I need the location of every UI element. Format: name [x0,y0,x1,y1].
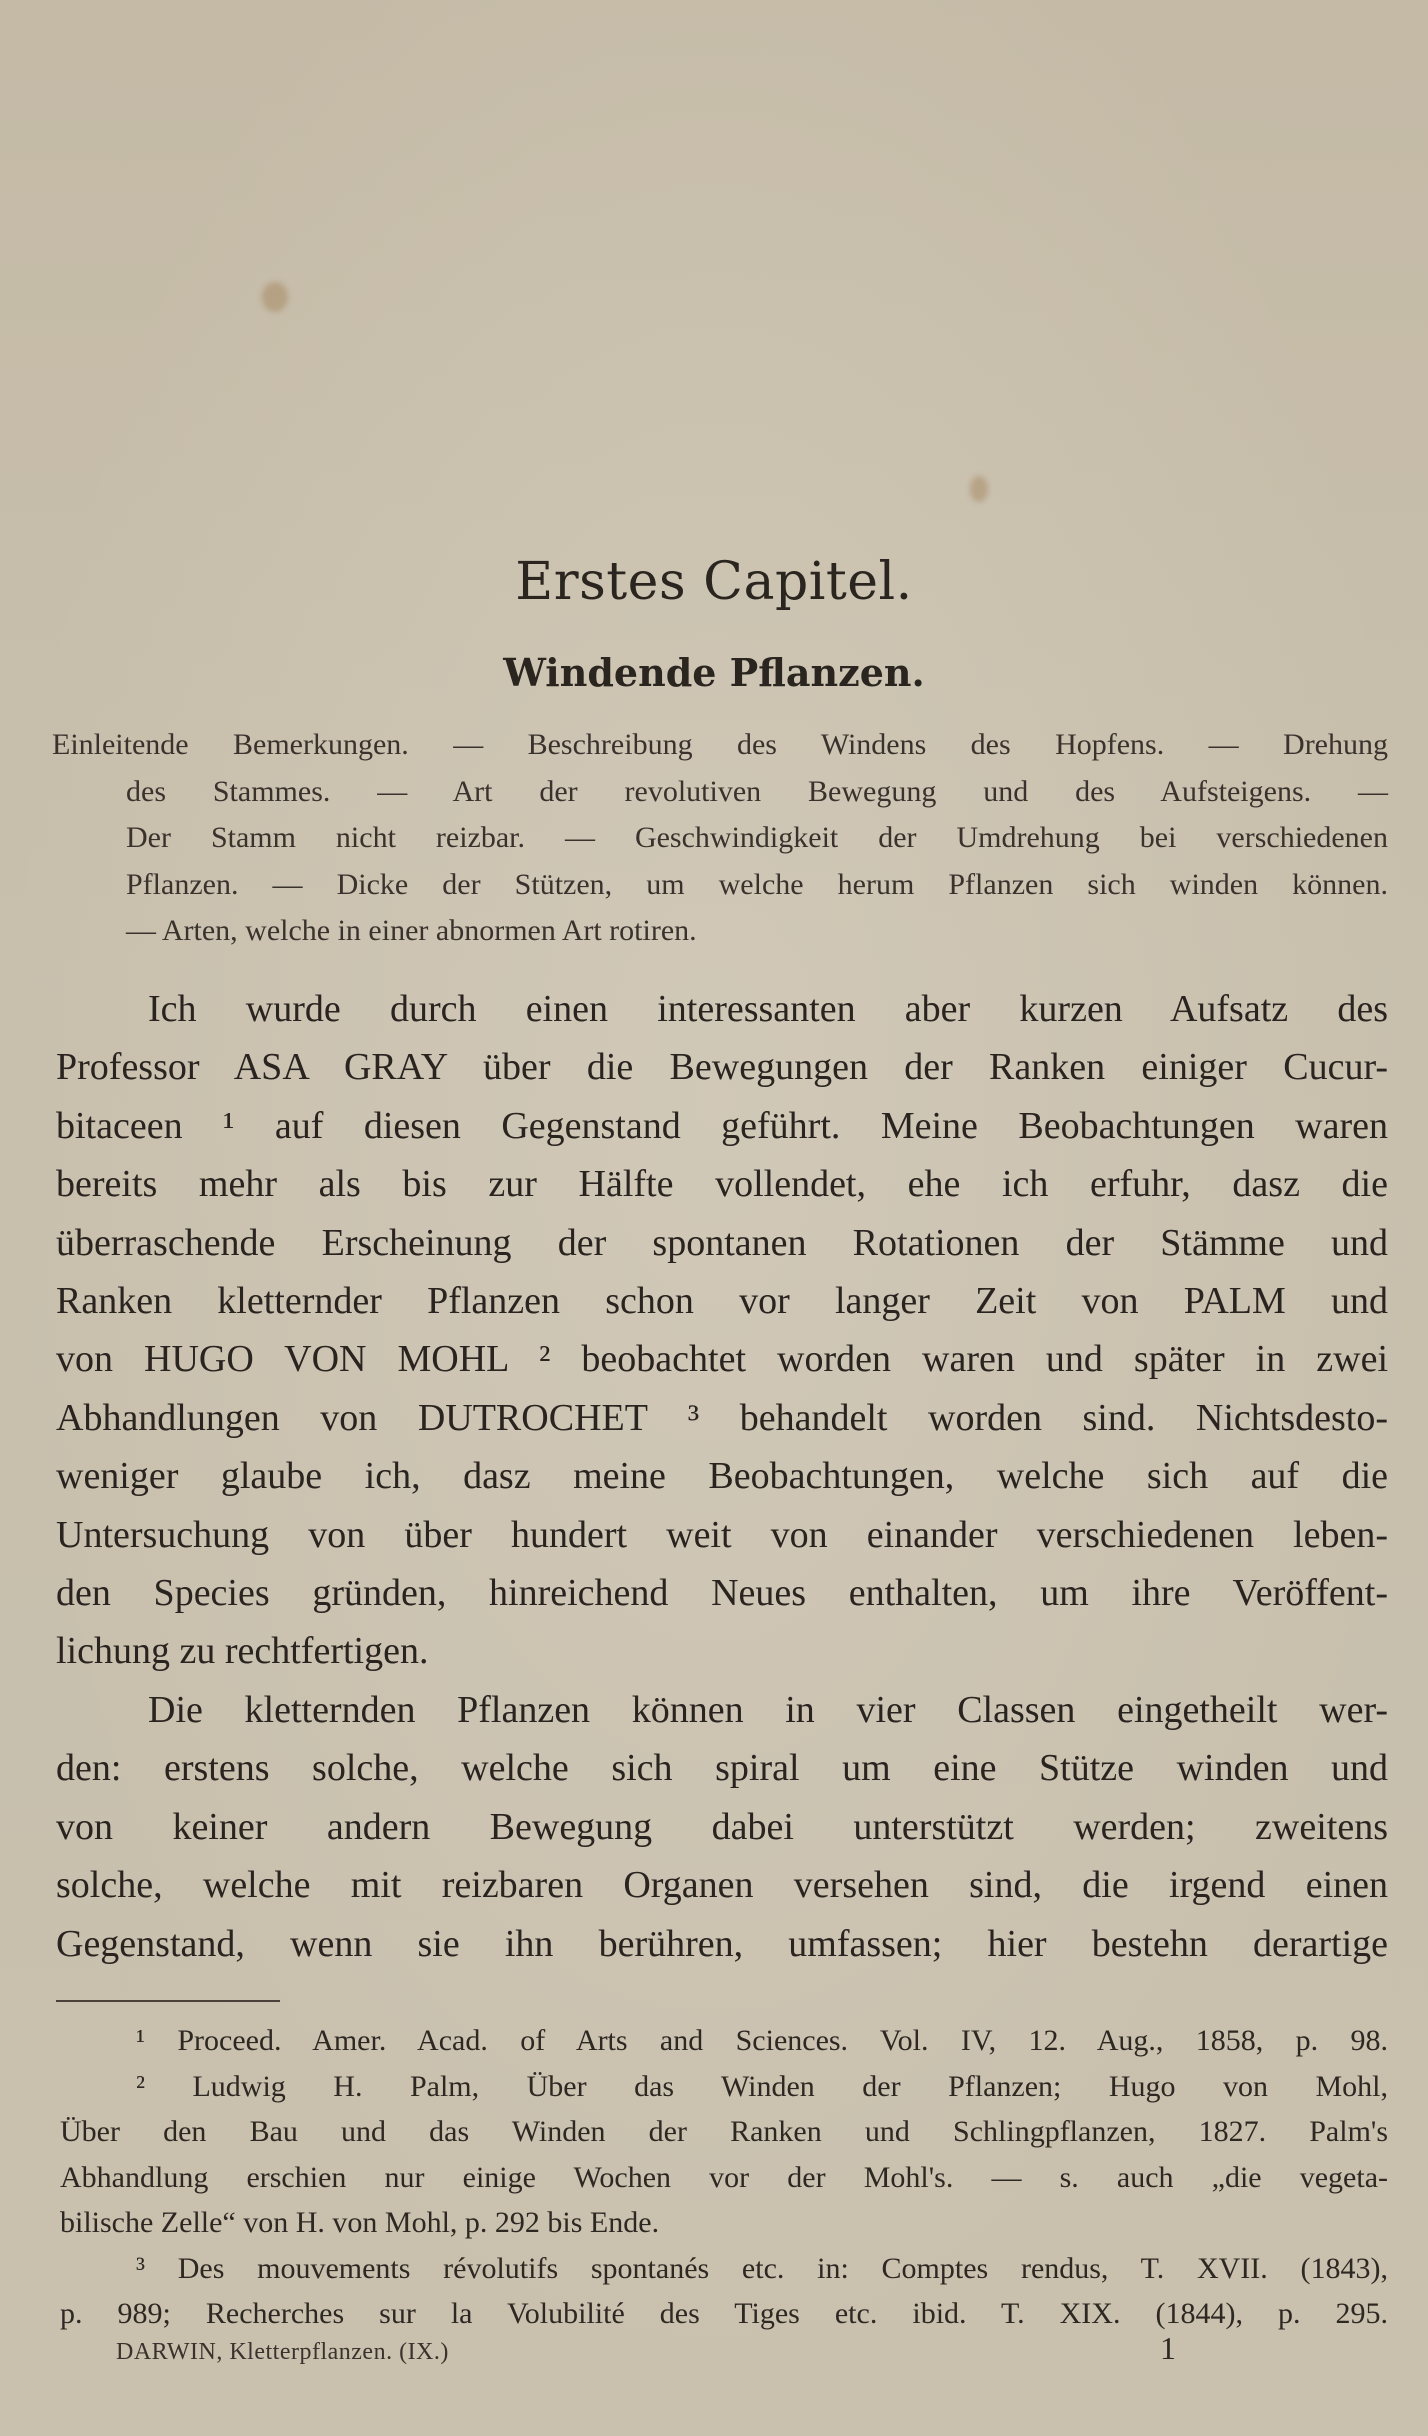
page-number: 1 [1160,2330,1176,2366]
ink-blot [262,282,288,312]
footnote-divider [56,2000,280,2002]
body-line: Ich wurde durch einen interessanten aber kurzen Aufsatz des [148,988,1388,1030]
body-line: bitaceen ¹ auf diesen Gegenstand geführt. Meine Beobachtungen waren [56,1104,1388,1147]
chapter-subtitle: Windende Pflanzen. [503,650,925,695]
summary-line: Der Stamm nicht reizbar. — Geschwindigkeit der Umdrehung bei verschiedenen [126,821,1388,854]
body-line: Ranken kletternder Pflanzen schon vor langer Zeit von PALM und [56,1280,1388,1323]
footnote-line: ³ Des mouvements révolutifs spontanés etc. in: Comptes rendus, T. XVII. (1843), [136,2251,1388,2285]
body-line: bereits mehr als bis zur Hälfte vollendet, ehe ich erfuhr, dasz die [56,1163,1388,1206]
body-line: weniger glaube ich, dasz meine Beobachtungen, welche sich auf die [56,1455,1388,1498]
body-line: den: erstens solche, welche sich spiral um eine Stütze winden und [56,1747,1388,1790]
footnote-line: p. 989; Recherches sur la Volubilité des Tiges etc. ibid. T. XIX. (1844), p. 295. [60,2297,1388,2330]
ink-blot [970,476,988,502]
signature-line: DARWIN, Kletterpflanzen. (IX.) [116,2339,449,2365]
footnote-line: Über den Bau und das Winden der Ranken und Schlingpflanzen, 1827. Palm's [60,2115,1388,2148]
summary-line: Pflanzen. — Dicke der Stützen, um welche herum Pflanzen sich winden können. [126,867,1388,901]
body-line: den Species gründen, hinreichend Neues enthalten, um ihre Veröffent- [56,1572,1388,1615]
summary-line: Einleitende Bemerkungen. — Beschreibung des Windens des Hopfens. — Drehung [52,728,1388,761]
body-line: Professor ASA GRAY über die Bewegungen der Ranken einiger Cucur- [56,1046,1388,1089]
body-line: von keiner andern Bewegung dabei unterstützt werden; zweitens [56,1805,1388,1848]
footnote-line: ² Ludwig H. Palm, Über das Winden der Pflanzen; Hugo von Mohl, [136,2069,1388,2103]
footnote-line: ¹ Proceed. Amer. Acad. of Arts and Sciences. Vol. IV, 12. Aug., 1858, p. 98. [136,2024,1388,2057]
body-line: von HUGO VON MOHL ² beobachtet worden waren und später in zwei [56,1338,1388,1381]
footnote-line: bilische Zelle“ von H. von Mohl, p. 292 bis Ende. [60,2206,660,2239]
body-line: Untersuchung von über hundert weit von einander verschiedenen leben- [56,1513,1388,1556]
body-line: solche, welche mit reizbaren Organen versehen sind, die irgend einen [56,1864,1388,1907]
chapter-title: Erstes Capitel. [515,552,913,612]
body-text [56,980,1388,1973]
summary-line: — Arten, welche in einer abnormen Art rotiren. [126,914,697,947]
body-line: Die kletternden Pflanzen können in vier Classen eingetheilt wer- [148,1688,1388,1731]
summary-line: des Stammes. — Art der revolutiven Bewegung und des Aufsteigens. — [126,774,1388,808]
footnotes [60,2018,1388,2337]
footnote-line: Abhandlung erschien nur einige Wochen vor der Mohl's. — s. auch „die vegeta- [60,2160,1388,2194]
body-line: Gegenstand, wenn sie ihn berühren, umfassen; hier bestehn derartige [56,1922,1388,1965]
chapter-summary [52,722,1388,955]
body-line: überraschende Erscheinung der spontanen Rotationen der Stämme und [56,1221,1388,1264]
body-line: Abhandlungen von DUTROCHET ³ behandelt worden sind. Nichtsdesto- [56,1396,1388,1439]
body-line: lichung zu rechtfertigen. [56,1630,429,1673]
